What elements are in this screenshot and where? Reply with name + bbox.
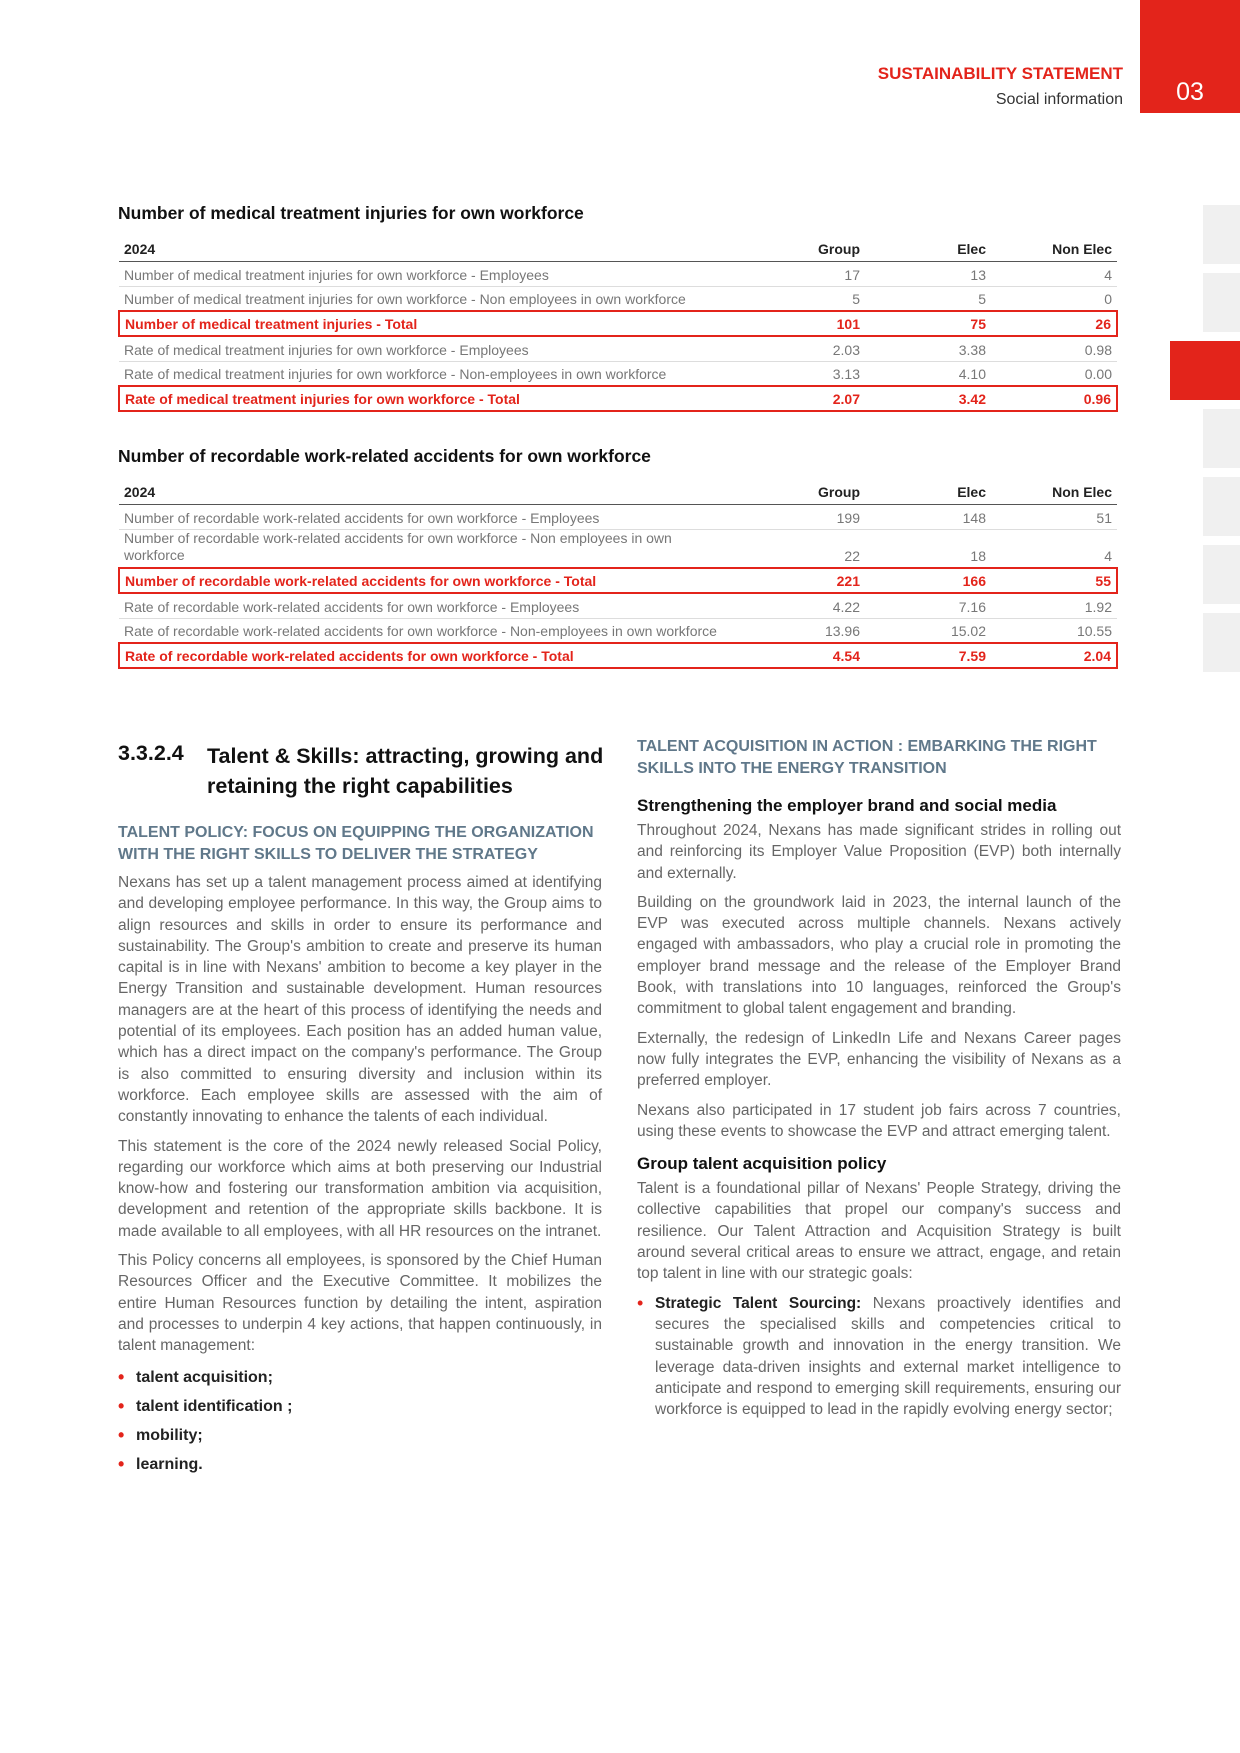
left-paragraph-3: This Policy concerns all employees, is sponsored by the Chief Human Resources Officer and the Executive Committee. It mobilizes the entire Human Resources function by detailing the intent, aspiration and processes to underpin 4 key actions, that happen continuously, in talent management: [118, 1252, 602, 1355]
list-item: • mobility; [118, 1425, 602, 1446]
table1-header-year: 2024 [119, 235, 739, 261]
bullet-text: Nexans proactively identifies and secures the specialised skills and competencies critical to sustainable growth and innovation in the energy transition. We leverage data-driven insights and external market intelligence to anticipate and respond to emerging skill requirements, ensuring our workforce is equipped to lead in the rapidly evolving energy sector; [655, 1294, 1121, 1419]
row-label: Number of recordable work-related accidents for own workforce - Total [119, 568, 739, 593]
row-label: Number of medical treatment injuries - Total [119, 311, 739, 336]
employer-brand-subheading: Strengthening the employer brand and social media [637, 796, 1057, 815]
side-nav-tab-7[interactable] [1203, 613, 1240, 672]
cell-elec: 15.02 [865, 618, 991, 643]
section-title: Talent & Skills: attracting, growing and retaining the right capabilities [207, 744, 604, 798]
cell-nonelec: 51 [991, 504, 1117, 529]
cell-nonelec: 1.92 [991, 593, 1117, 618]
table2-header-elec: Elec [865, 478, 991, 504]
cell-group: 199 [739, 504, 865, 529]
cell-nonelec: 26 [991, 311, 1117, 336]
section-number: 3.3.2.4 [118, 741, 184, 765]
right-paragraph-1: Throughout 2024, Nexans has made significant strides in rolling out and reinforcing its Employer Value Proposition (EVP) both internally and externally. [637, 822, 1121, 882]
row-label: Rate of recordable work-related accidents for own workforce - Total [119, 643, 739, 668]
header-subtitle: Social information [995, 91, 1123, 108]
cell-elec: 13 [865, 261, 991, 286]
list-item: • talent acquisition; [118, 1367, 602, 1388]
table1-title: Number of medical treatment injuries for own workforce [118, 203, 584, 223]
table2 [118, 478, 1118, 669]
list-item: • learning. [118, 1454, 602, 1475]
side-nav-tab-4[interactable] [1203, 409, 1240, 468]
list-item [637, 1293, 1121, 1421]
strategy-list [637, 1293, 1121, 1421]
talent-policy-heading: TALENT POLICY: FOCUS ON EQUIPPING THE ORGANIZATION WITH THE RIGHT SKILLS TO DELIVER THE STRATEGY [118, 824, 594, 863]
cell-group: 2.07 [739, 386, 865, 411]
table1-header-row [119, 235, 1117, 261]
right-column [637, 736, 1121, 1420]
side-nav-tab-5[interactable] [1203, 477, 1240, 536]
cell-group: 5 [739, 286, 865, 311]
cell-elec: 5 [865, 286, 991, 311]
cell-elec: 4.10 [865, 361, 991, 386]
table-row [119, 529, 1117, 568]
table-row [119, 361, 1117, 386]
cell-group: 101 [739, 311, 865, 336]
bullet-lead: Strategic Talent Sourcing: [655, 1294, 862, 1312]
left-paragraph-1: Nexans has set up a talent management process aimed at identifying and developing employee performance. In this way, the Group aims to align resources and skills in order to ensure its performance and sustainability. The Group's ambition to create and preserve its human capital is in line with Nexans' ambition to become a key player in the Energy Transition and sustainable development. Human resources managers are at the heart of this process of identifying the needs and potential of its employees. Each position has an added human value, which has a direct impact on the company's performance. The Group is also committed to ensuring diversity and inclusion within its workforce. Each employee skills are assessed with the aim of constantly innovating to enhance the talents of each individual. [118, 874, 602, 1126]
row-label: Number of recordable work-related accidents for own workforce - Non employees in own workforce [119, 529, 739, 568]
cell-group: 17 [739, 261, 865, 286]
table-row-total [119, 643, 1117, 668]
cell-nonelec: 55 [991, 568, 1117, 593]
right-paragraph-3: Externally, the redesign of LinkedIn Life and Nexans Career pages now fully integrates the EVP, enhancing the visibility of Nexans as a preferred employer. [637, 1029, 1121, 1090]
cell-elec: 18 [865, 529, 991, 568]
side-nav-tab-3-active[interactable] [1170, 341, 1240, 400]
cell-group: 3.13 [739, 361, 865, 386]
side-nav [1203, 205, 1240, 681]
cell-group: 22 [739, 529, 865, 568]
table1-header-nonelec: Non Elec [991, 235, 1117, 261]
cell-elec: 7.59 [865, 643, 991, 668]
table-row-total [119, 311, 1117, 336]
table1 [118, 235, 1118, 412]
table-row-total [119, 568, 1117, 593]
row-label: Rate of recordable work-related accidents for own workforce - Employees [119, 593, 739, 618]
row-label: Rate of recordable work-related accidents for own workforce - Non-employees in own workforce [119, 618, 739, 643]
cell-elec: 7.16 [865, 593, 991, 618]
cell-group: 13.96 [739, 618, 865, 643]
table-row [119, 618, 1117, 643]
row-label: Rate of medical treatment injuries for own workforce - Total [119, 386, 739, 411]
cell-elec: 148 [865, 504, 991, 529]
row-label: Number of medical treatment injuries for own workforce - Employees [119, 261, 739, 286]
table2-title: Number of recordable work-related accidents for own workforce [118, 446, 651, 466]
table-row [119, 261, 1117, 286]
table2-header-row [119, 478, 1117, 504]
cell-elec: 166 [865, 568, 991, 593]
row-label: Number of medical treatment injuries for own workforce - Non employees in own workforce [119, 286, 739, 311]
list-item: • talent identification ; [118, 1396, 602, 1417]
acquisition-policy-subheading: Group talent acquisition policy [637, 1154, 887, 1174]
cell-group: 221 [739, 568, 865, 593]
cell-nonelec: 0.96 [991, 386, 1117, 411]
cell-nonelec: 0 [991, 286, 1117, 311]
side-nav-tab-1[interactable] [1203, 205, 1240, 264]
table1-header-elec: Elec [865, 235, 991, 261]
table-row [119, 504, 1117, 529]
table2-header-group: Group [739, 478, 865, 504]
cell-nonelec: 0.98 [991, 336, 1117, 361]
cell-group: 2.03 [739, 336, 865, 361]
right-paragraph-4: Nexans also participated in 17 student job fairs across 7 countries, using these events to showcase the EVP and attract emerging talent. [637, 1101, 1121, 1140]
cell-elec: 3.38 [865, 336, 991, 361]
table-row [119, 593, 1117, 618]
table-row-total [119, 386, 1117, 411]
table-row [119, 336, 1117, 361]
side-nav-tab-6[interactable] [1203, 545, 1240, 604]
cell-group: 4.54 [739, 643, 865, 668]
row-label: Rate of medical treatment injuries for own workforce - Non-employees in own workforce [119, 361, 739, 386]
cell-group: 4.22 [739, 593, 865, 618]
chapter-number: 03 [1176, 78, 1204, 106]
cell-elec: 3.42 [865, 386, 991, 411]
row-label: Rate of medical treatment injuries for own workforce - Employees [119, 336, 739, 361]
left-paragraph-2: This statement is the core of the 2024 newly released Social Policy, regarding our workforce which aims at both preserving our Industrial know-how and fostering our transformation ambition via acquisition, development and retention of the appropriate skills backbone. It is made available to all employees, with all HR resources on the intranet. [118, 1137, 602, 1240]
left-column [118, 822, 602, 1484]
cell-elec: 75 [865, 311, 991, 336]
row-label: Number of recordable work-related accidents for own workforce - Employees [119, 504, 739, 529]
right-paragraph-5: Talent is a foundational pillar of Nexans' People Strategy, driving the collective capabilities that propel our company's success and resilience. Our Talent Attraction and Acquisition Strategy is built around several critical areas to ensure we attract, engage, and retain top talent in line with our strategic goals: [637, 1180, 1121, 1283]
header-title: SUSTAINABILITY STATEMENT [877, 64, 1123, 83]
table2-header-nonelec: Non Elec [991, 478, 1117, 504]
cell-nonelec: 2.04 [991, 643, 1117, 668]
cell-nonelec: 0.00 [991, 361, 1117, 386]
cell-nonelec: 4 [991, 529, 1117, 568]
table-row [119, 286, 1117, 311]
talent-acquisition-heading: TALENT ACQUISITION IN ACTION : EMBARKING THE RIGHT SKILLS INTO THE ENERGY TRANSITION [637, 738, 1097, 777]
side-nav-tab-2[interactable] [1203, 273, 1240, 332]
table1-header-group: Group [739, 235, 865, 261]
right-paragraph-2: Building on the groundwork laid in 2023, the internal launch of the EVP was executed across multiple channels. Nexans actively engaged with ambassadors, who play a crucial role in promoting the employer brand message and the release of the Employer Brand Book, with translations into 10 languages, reinforced the Group's commitment to global talent engagement and branding. [637, 893, 1121, 1018]
cell-nonelec: 10.55 [991, 618, 1117, 643]
cell-nonelec: 4 [991, 261, 1117, 286]
table2-header-year: 2024 [119, 478, 739, 504]
key-actions-list [118, 1367, 602, 1476]
